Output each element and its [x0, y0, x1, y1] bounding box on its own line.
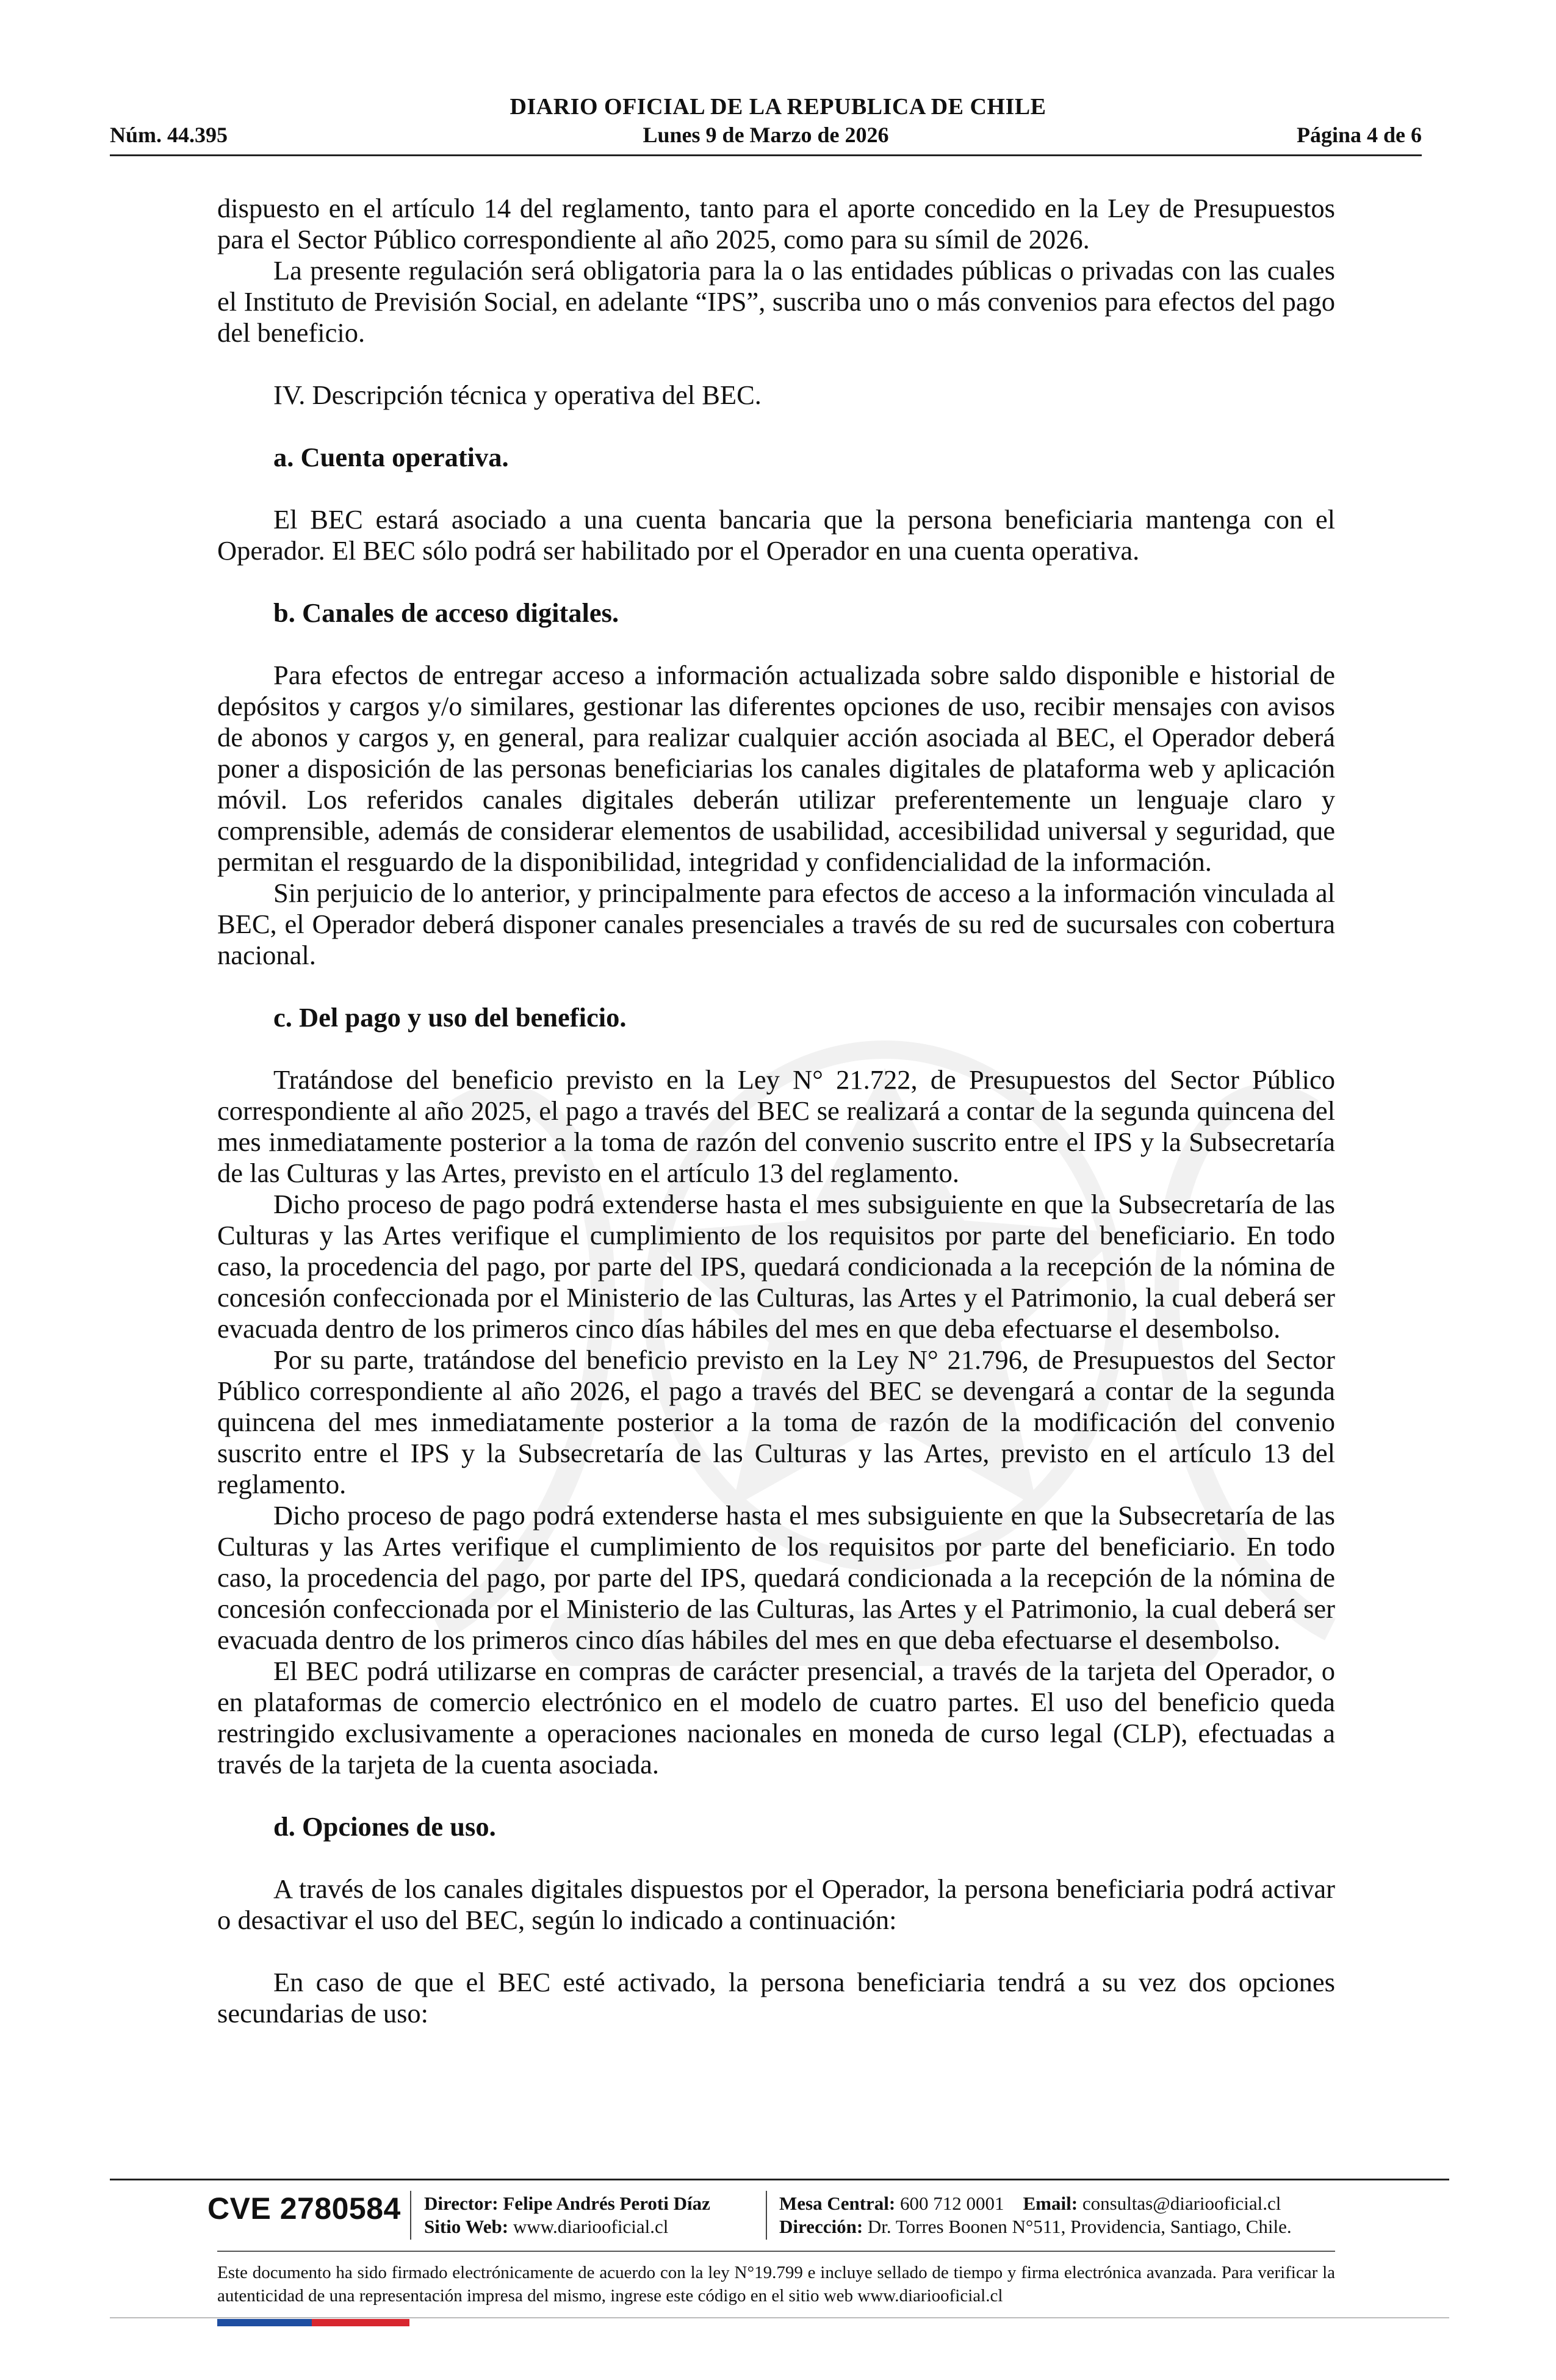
paragraph: Para efectos de entregar acceso a información actualizada sobre saldo disponible e historial de depósitos y cargos y/o similares, gestionar las diferentes opciones de uso, recibir mensajes con avisos de abonos y cargos y, en general, para realizar cualquier acción asociada al BEC, el Operador deberá poner a disposición de las personas beneficiarias los canales digitales de plataforma web y aplicación móvil. Los referidos canales digitales deberán utilizar preferentemente un lenguaje claro y comprensible, además de considerar elementos de usabilidad, accesibilidad universal y seguridad, que permitan el resguardo de la disponibilidad, integridad y confidencialidad de la información.	[217, 660, 1335, 877]
director-name: Felipe Andrés Peroti Díaz	[503, 2193, 710, 2214]
site-label: Sitio Web:	[424, 2216, 509, 2237]
header-row	[110, 122, 1422, 153]
paragraph: En caso de que el BEC esté activado, la persona beneficiaria tendrá a su vez dos opciones secundarias de uso:	[217, 1967, 1335, 2028]
issue-date: Lunes 9 de Marzo de 2026	[643, 123, 889, 147]
footer-divider-top	[110, 2179, 1449, 2180]
header-divider	[110, 154, 1422, 156]
footer-separator	[410, 2191, 411, 2240]
cve-code: CVE 2780584	[207, 2191, 401, 2226]
subsection-heading: c. Del pago y uso del beneficio.	[273, 1002, 627, 1033]
paragraph: Dicho proceso de pago podrá extenderse hasta el mes subsiguiente en que la Subsecretaría de las Culturas y las Artes verifique el cumplimiento de los requisitos por parte del beneficiario. En todo caso, la procedencia del pago, por parte del IPS, quedará condicionada a la recepción de la nómina de concesión confeccionada por el Ministerio de las Culturas, las Artes y el Patrimonio, la cual deberá ser evacuada dentro de los primeros cinco días hábiles del mes en que deba efectuarse el desembolso.	[217, 1500, 1335, 1655]
document-body	[217, 193, 1335, 2029]
paragraph: Sin perjuicio de lo anterior, y principalmente para efectos de acceso a la información vinculada al BEC, el Operador deberá disponer canales presenciales a través de su red de sucursales con cobertura nacional.	[217, 878, 1335, 970]
footer-separator	[766, 2191, 767, 2240]
footer-director-block	[424, 2192, 710, 2238]
mesa-phone: 600 712 0001	[900, 2193, 1004, 2214]
paragraph: La presente regulación será obligatoria para la o las entidades públicas o privadas con las cuales el Instituto de Previsión Social, en adelante “IPS”, suscriba uno o más convenios para efectos del pago del beneficio.	[217, 255, 1335, 348]
page-number: Página 4 de 6	[1296, 123, 1422, 147]
paragraph: El BEC estará asociado a una cuenta bancaria que la persona beneficiaria mantenga con el Operador. El BEC sólo podrá ser habilitado por el Operador en una cuenta operativa.	[217, 504, 1335, 566]
footer-divider-mid	[217, 2251, 1335, 2252]
address-label: Dirección:	[779, 2216, 863, 2237]
subsection-heading: d. Opciones de uso.	[273, 1811, 496, 1842]
flag-stripe-blue	[217, 2319, 312, 2326]
site-link[interactable]: www.diariooficial.cl	[513, 2216, 669, 2237]
footer-divider-bottom	[110, 2317, 1449, 2318]
director-label: Director:	[424, 2193, 499, 2214]
paragraph: El BEC podrá utilizarse en compras de carácter presencial, a través de la tarjeta del Operador, o en plataformas de comercio electrónico en el modelo de cuatro partes. El uso del beneficio queda restringido exclusivamente a operaciones nacionales en moneda de curso legal (CLP), efectuadas a través de la tarjeta de la cuenta asociada.	[217, 1656, 1335, 1780]
signature-notice: Este documento ha sido firmado electrónicamente de acuerdo con la ley N°19.799 e incluye sellado de tiempo y firma electrónica avanzada. Para verificar la autenticidad de una representación impresa del mismo, ingrese este código en el sitio web www.diariooficial.cl	[217, 2263, 1335, 2306]
subsection-heading: b. Canales de acceso digitales.	[273, 597, 619, 628]
paragraph: Dicho proceso de pago podrá extenderse hasta el mes subsiguiente en que la Subsecretaría de las Culturas y las Artes verifique el cumplimiento de los requisitos por parte del beneficiario. En todo caso, la procedencia del pago, por parte del IPS, quedará condicionada a la recepción de la nómina de concesión confeccionada por el Ministerio de las Culturas, las Artes y el Patrimonio, la cual deberá ser evacuada dentro de los primeros cinco días hábiles del mes en que deba efectuarse el desembolso.	[217, 1189, 1335, 1344]
issue-number: Núm. 44.395	[110, 123, 228, 147]
address-value: Dr. Torres Boonen N°511, Providencia, Santiago, Chile.	[867, 2216, 1292, 2237]
section-heading: IV. Descripción técnica y operativa del BEC.	[273, 380, 762, 410]
newspaper-title: DIARIO OFICIAL DE LA REPUBLICA DE CHILE	[510, 94, 1046, 120]
email-label: Email:	[1023, 2193, 1078, 2214]
email-link[interactable]: consultas@diariooficial.cl	[1082, 2193, 1281, 2214]
paragraph: Tratándose del beneficio previsto en la Ley N° 21.722, de Presupuestos del Sector Público correspondiente al año 2025, el pago a través del BEC se realizará a contar de la segunda quincena del mes inmediatamente posterior a la toma de razón del convenio suscrito entre el IPS y la Subsecretaría de las Culturas y las Artes, previsto en el artículo 13 del reglamento.	[217, 1064, 1335, 1188]
paragraph: Por su parte, tratándose del beneficio previsto en la Ley N° 21.796, de Presupuestos del Sector Público correspondiente al año 2026, el pago a través del BEC se devengará a contar de la segunda quincena del mes inmediatamente posterior a la toma de razón de la modificación del convenio suscrito entre el IPS y la Subsecretaría de las Culturas y las Artes, previsto en el artículo 13 del reglamento.	[217, 1344, 1335, 1499]
footer-contact-block	[779, 2192, 1292, 2238]
subsection-heading: a. Cuenta operativa.	[273, 442, 509, 472]
flag-stripe-red	[312, 2319, 409, 2326]
paragraph: dispuesto en el artículo 14 del reglamento, tanto para el aporte concedido en la Ley de Presupuestos para el Sector Público correspondiente al año 2025, como para su símil de 2026.	[217, 193, 1335, 254]
paragraph: A través de los canales digitales dispuestos por el Operador, la persona beneficiaria podrá activar o desactivar el uso del BEC, según lo indicado a continuación:	[217, 1873, 1335, 1935]
mesa-label: Mesa Central:	[779, 2193, 896, 2214]
